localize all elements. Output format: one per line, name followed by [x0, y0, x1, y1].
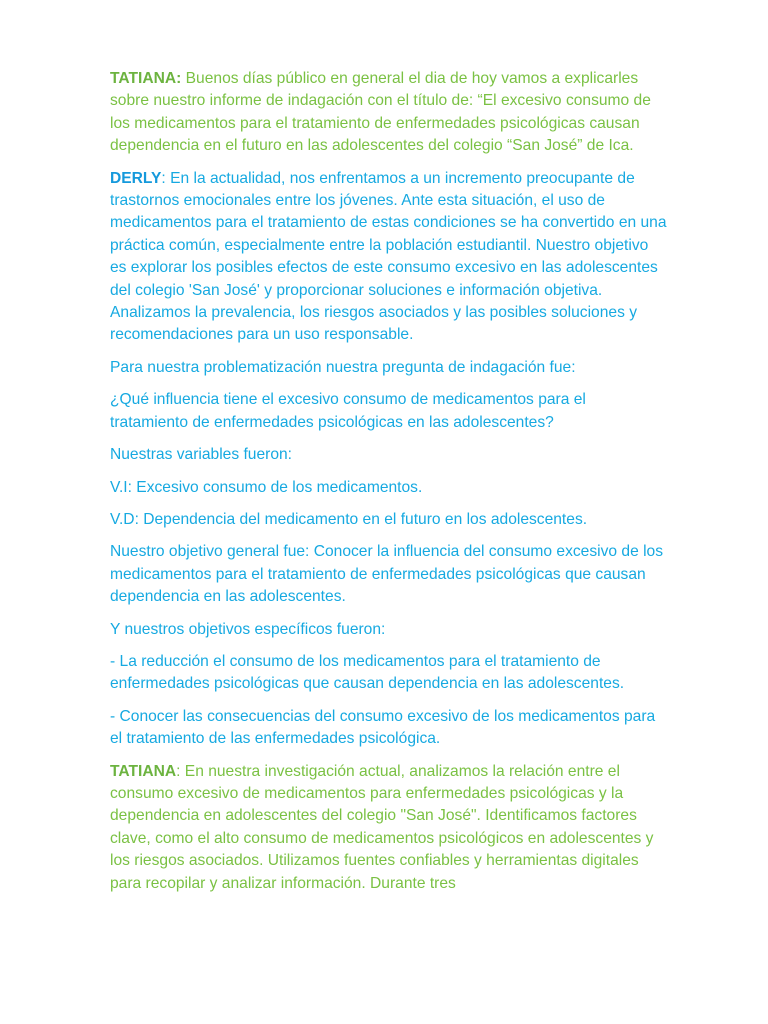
paragraph-research-question: ¿Qué influencia tiene el excesivo consumo de medicamentos para el tratamiento de enfermedades psicológicas en las adolescentes?	[110, 391, 586, 431]
paragraph-text: Buenos días público en general el dia de hoy vamos a explicarles sobre nuestro informe de indagación con el título de: “El excesivo consumo de los medicamentos para el tratamiento de enfermedades psicológicas causan dependencia en el futuro en las adolescentes del colegio “San José” de Ica.	[110, 70, 651, 155]
paragraph-tatiana-intro	[110, 68, 668, 158]
paragraph-text: : En la actualidad, nos enfrentamos a un incremento preocupante de trastornos emocionales entre los jóvenes. Ante esta situación, el uso de medicamentos para el tratamiento de estas condiciones se ha convertido en una práctica común, especialmente entre la población estudiantil. Nuestro objetivo es explorar los posibles efectos de este consumo excesivo en las adolescentes del colegio 'San José' y proporcionar soluciones e información objetiva. Analizamos la prevalencia, los riesgos asociados y las posibles soluciones y recomendaciones para un uso responsable.	[110, 169, 667, 344]
paragraph-tatiana-research	[110, 761, 668, 895]
speaker-label: DERLY	[110, 169, 162, 187]
paragraph-specific-objective-1: - La reducción el consumo de los medicamentos para el tratamiento de enfermedades psicológicas que causan dependencia en las adolescentes.	[110, 652, 625, 693]
paragraph-variable-dependent: V.D: Dependencia del medicamento en el futuro en los adolescentes.	[110, 510, 588, 528]
speaker-label: TATIANA	[110, 762, 177, 780]
speaker-label: TATIANA:	[110, 70, 182, 87]
paragraph-derly	[110, 168, 668, 347]
paragraph-variable-independent: V.I: Excesivo consumo de los medicamentos.	[110, 478, 423, 496]
paragraph-specific-objective-2: - Conocer las consecuencias del consumo excesivo de los medicamentos para el tratamiento de las enfermedades psicológica.	[110, 707, 656, 748]
paragraph-variables-intro: Nuestras variables fueron:	[110, 446, 293, 464]
paragraph-text: : En nuestra investigación actual, analizamos la relación entre el consumo excesivo de medicamentos para enfermedades psicológicas y la dependencia en adolescentes del colegio "San José". Identificamos factores clave, como el alto consumo de medicamentos psicológicos en adolescentes y los riesgos asociados. Utilizamos fuentes confiables y herramientas digitales para recopilar y analizar información. Durante tres	[110, 762, 654, 892]
paragraph-problem-intro: Para nuestra problematización nuestra pregunta de indagación fue:	[110, 358, 576, 376]
paragraph-general-objective: Nuestro objetivo general fue: Conocer la influencia del consumo excesivo de los medicamentos para el tratamiento de enfermedades psicológicas que causan dependencia en las adolescentes.	[110, 543, 664, 606]
paragraph-specific-objectives-intro: Y nuestros objetivos específicos fueron:	[110, 620, 386, 638]
